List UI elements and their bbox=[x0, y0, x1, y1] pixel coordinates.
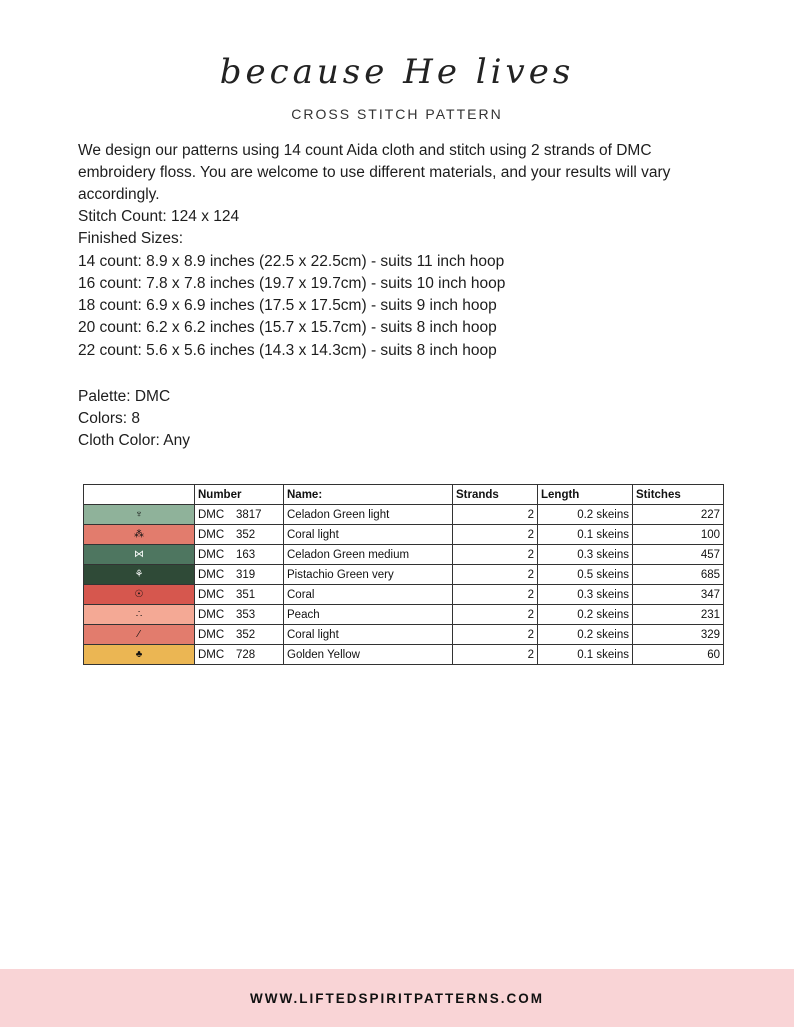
colors-line: Colors: 8 bbox=[78, 410, 141, 427]
thread-strands: 2 bbox=[453, 545, 538, 565]
size-line: 20 count: 6.2 x 6.2 inches (15.7 x 15.7cm) - suits 8 inch hoop bbox=[78, 319, 497, 337]
thread-brand: DMC bbox=[198, 548, 225, 561]
intro-paragraph bbox=[78, 140, 718, 206]
thread-number bbox=[195, 625, 284, 645]
thread-stitches: 231 bbox=[633, 605, 724, 625]
header-name: Name: bbox=[284, 485, 453, 505]
header-length: Length bbox=[538, 485, 633, 505]
specs-block bbox=[78, 206, 718, 362]
thread-code: 728 bbox=[236, 648, 256, 661]
thread-name: Celadon Green medium bbox=[284, 545, 453, 565]
header-number: Number bbox=[195, 485, 284, 505]
thread-number bbox=[195, 525, 284, 545]
color-legend-table bbox=[83, 484, 724, 665]
thread-stitches: 685 bbox=[633, 565, 724, 585]
legend-row bbox=[84, 505, 724, 525]
thread-length: 0.3 skeins bbox=[538, 545, 633, 565]
thread-number bbox=[195, 645, 284, 665]
stitch-symbol-icon: ⁂ bbox=[134, 529, 144, 540]
thread-code: 351 bbox=[236, 588, 256, 601]
intro-text: We design our patterns using 14 count Aida cloth and stitch using 2 strands of DMC embroidery floss. You are welcome to use different materials, and your results will vary accordingly. bbox=[78, 142, 671, 203]
thread-strands: 2 bbox=[453, 625, 538, 645]
legend-row bbox=[84, 625, 724, 645]
legend-row bbox=[84, 645, 724, 665]
footer-bar bbox=[0, 969, 794, 1027]
legend-row bbox=[84, 525, 724, 545]
thread-code: 319 bbox=[236, 568, 256, 581]
cloth-color-line: Cloth Color: Any bbox=[78, 432, 190, 449]
thread-code: 353 bbox=[236, 608, 256, 621]
thread-number bbox=[195, 545, 284, 565]
thread-length: 0.2 skeins bbox=[538, 605, 633, 625]
header-strands: Strands bbox=[453, 485, 538, 505]
stitch-symbol-icon: ⁄ bbox=[138, 629, 140, 640]
stitch-symbol-icon: ☉ bbox=[134, 589, 144, 600]
thread-stitches: 100 bbox=[633, 525, 724, 545]
thread-name: Pistachio Green very bbox=[284, 565, 453, 585]
thread-length: 0.5 skeins bbox=[538, 565, 633, 585]
thread-stitches: 457 bbox=[633, 545, 724, 565]
color-swatch bbox=[84, 565, 195, 585]
thread-name: Coral light bbox=[284, 525, 453, 545]
thread-strands: 2 bbox=[453, 605, 538, 625]
legend-header-row bbox=[84, 485, 724, 505]
size-line: 14 count: 8.9 x 8.9 inches (22.5 x 22.5cm) - suits 11 inch hoop bbox=[78, 252, 505, 270]
thread-brand: DMC bbox=[198, 528, 225, 541]
thread-name: Coral light bbox=[284, 625, 453, 645]
thread-code: 352 bbox=[236, 628, 256, 641]
size-line: 22 count: 5.6 x 5.6 inches (14.3 x 14.3cm) - suits 8 inch hoop bbox=[78, 341, 497, 359]
color-swatch bbox=[84, 645, 195, 665]
legend-row bbox=[84, 545, 724, 565]
stitch-symbol-icon: ♣ bbox=[135, 649, 143, 660]
thread-number bbox=[195, 605, 284, 625]
legend-row bbox=[84, 585, 724, 605]
thread-length: 0.1 skeins bbox=[538, 525, 633, 545]
stitch-symbol-icon: ⋈ bbox=[134, 549, 144, 560]
thread-length: 0.3 skeins bbox=[538, 585, 633, 605]
website-url: WWW.LIFTEDSPIRITPATTERNS.COM bbox=[250, 991, 544, 1006]
thread-name: Celadon Green light bbox=[284, 505, 453, 525]
pattern-title: because He lives bbox=[219, 52, 575, 92]
thread-code: 352 bbox=[236, 528, 256, 541]
thread-code: 163 bbox=[236, 548, 256, 561]
thread-strands: 2 bbox=[453, 525, 538, 545]
color-swatch bbox=[84, 545, 195, 565]
thread-length: 0.2 skeins bbox=[538, 625, 633, 645]
header-swatch bbox=[84, 485, 195, 505]
thread-stitches: 227 bbox=[633, 505, 724, 525]
finished-sizes-label: Finished Sizes: bbox=[78, 230, 184, 248]
color-swatch bbox=[84, 505, 195, 525]
thread-number bbox=[195, 565, 284, 585]
color-swatch bbox=[84, 605, 195, 625]
thread-strands: 2 bbox=[453, 585, 538, 605]
thread-number bbox=[195, 505, 284, 525]
stitch-count: Stitch Count: 124 x 124 bbox=[78, 208, 240, 225]
thread-stitches: 60 bbox=[633, 645, 724, 665]
thread-brand: DMC bbox=[198, 588, 225, 601]
thread-name: Golden Yellow bbox=[284, 645, 453, 665]
thread-brand: DMC bbox=[198, 568, 225, 581]
header-stitches: Stitches bbox=[633, 485, 724, 505]
legend-row bbox=[84, 605, 724, 625]
thread-strands: 2 bbox=[453, 565, 538, 585]
thread-brand: DMC bbox=[198, 648, 225, 661]
palette-block bbox=[78, 386, 718, 452]
stitch-symbol-icon: ♆ bbox=[135, 509, 143, 520]
size-line: 16 count: 7.8 x 7.8 inches (19.7 x 19.7cm) - suits 10 inch hoop bbox=[78, 274, 506, 292]
thread-length: 0.2 skeins bbox=[538, 505, 633, 525]
thread-strands: 2 bbox=[453, 505, 538, 525]
stitch-symbol-icon: ⚘ bbox=[134, 569, 144, 580]
thread-stitches: 347 bbox=[633, 585, 724, 605]
size-line: 18 count: 6.9 x 6.9 inches (17.5 x 17.5cm) - suits 9 inch hoop bbox=[78, 297, 497, 315]
thread-name: Coral bbox=[284, 585, 453, 605]
thread-stitches: 329 bbox=[633, 625, 724, 645]
thread-brand: DMC bbox=[198, 608, 225, 621]
thread-number bbox=[195, 585, 284, 605]
color-swatch bbox=[84, 525, 195, 545]
thread-brand: DMC bbox=[198, 628, 225, 641]
stitch-symbol-icon: ∴ bbox=[135, 609, 143, 620]
color-swatch bbox=[84, 625, 195, 645]
thread-code: 3817 bbox=[236, 508, 262, 521]
palette-line: Palette: DMC bbox=[78, 388, 171, 405]
thread-name: Peach bbox=[284, 605, 453, 625]
pattern-subtitle: CROSS STITCH PATTERN bbox=[291, 106, 503, 122]
legend-row bbox=[84, 565, 724, 585]
thread-length: 0.1 skeins bbox=[538, 645, 633, 665]
color-swatch bbox=[84, 585, 195, 605]
thread-strands: 2 bbox=[453, 645, 538, 665]
thread-brand: DMC bbox=[198, 508, 225, 521]
